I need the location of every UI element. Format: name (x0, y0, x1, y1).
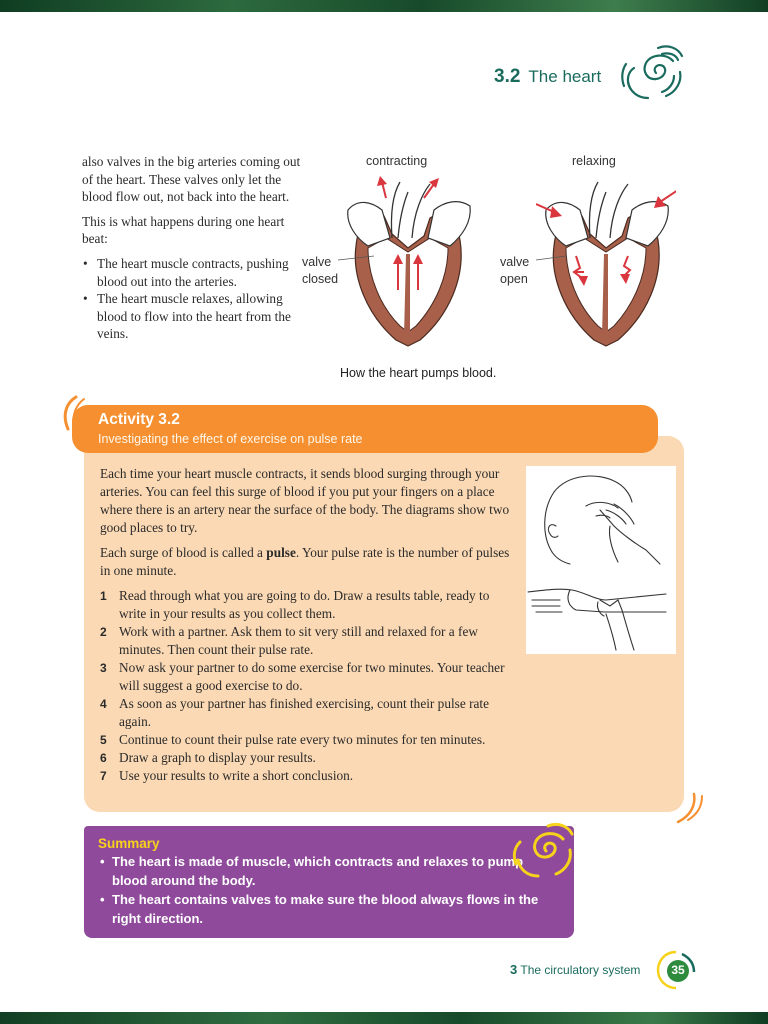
activity-paragraph (100, 544, 510, 580)
step-number: 5 (100, 733, 107, 747)
page-number-badge (656, 950, 696, 990)
footer-chapter (510, 962, 640, 977)
step-number: 4 (100, 697, 107, 711)
activity-text-run: . Your pulse rate is the number of pulses in one minute. (100, 545, 510, 578)
step-number: 7 (100, 769, 107, 783)
valve-closed-label: closed (302, 272, 339, 286)
intro-paragraph: This is what happens during one heart beat: (82, 213, 285, 247)
list-item (100, 587, 510, 623)
step-text: Draw a graph to display your results. (119, 750, 316, 765)
summary-box (84, 826, 574, 938)
valve-open-label: open (500, 272, 528, 286)
figure-caption: How the heart pumps blood. (340, 366, 497, 380)
list-item: • The heart is made of muscle, which contracts and relaxes to pump blood around the body. (98, 852, 560, 890)
list-item (100, 767, 510, 785)
page-number: 35 (671, 963, 685, 977)
step-text: Continue to count their pulse rate every two minutes for ten minutes. (119, 732, 486, 747)
list-item: • The heart muscle contracts, pushing blood out into the arteries. (82, 255, 304, 290)
orange-swirl-icon (676, 792, 706, 826)
step-number: 3 (100, 661, 107, 675)
list-item (100, 623, 510, 659)
heart-relaxing-diagram (536, 176, 676, 348)
summary-list (98, 852, 560, 928)
step-text: Now ask your partner to do some exercise for two minutes. Your teacher will suggest a good exercise to do. (119, 660, 505, 693)
list-item (100, 695, 510, 731)
activity-steps (100, 587, 510, 785)
yellow-swirl-icon (508, 820, 580, 882)
list-item: • The heart muscle relaxes, allowing blood to flow into the heart from the veins. (82, 290, 304, 343)
activity-title: Activity 3.2 (98, 411, 180, 428)
section-title: The heart (528, 67, 602, 86)
intro-bullet-list (82, 255, 304, 343)
step-text: Work with a partner. Ask them to sit very still and relaxed for a few minutes. Then count their pulse rate. (119, 624, 478, 657)
heart-pumping-figure (298, 150, 698, 385)
swirl-logo-icon (618, 42, 690, 104)
relaxing-label: relaxing (572, 154, 616, 168)
activity-paragraph: Each time your heart muscle contracts, it sends blood surging through your arteries. You can feel this surge of blood if you put your fingers on a place where there is an artery near the surface of the body. The diagrams show two good places to try. (100, 466, 510, 535)
step-number: 6 (100, 751, 107, 765)
step-text: Use your results to write a short conclusion. (119, 768, 354, 783)
pulse-term: pulse (266, 545, 296, 560)
activity-header (72, 405, 658, 453)
heart-contracting-diagram (338, 176, 478, 348)
activity-text-run: Each surge of blood is called a (100, 545, 267, 560)
pulse-points-illustration (526, 466, 676, 654)
intro-paragraph: also valves in the big arteries coming out of the heart. These valves only let the blood flow out, not back into the heart. (82, 154, 301, 205)
activity-text (100, 465, 510, 785)
summary-title: Summary (98, 836, 160, 851)
bottom-decorative-band (0, 1012, 768, 1024)
step-number: 1 (100, 589, 107, 603)
chapter-number: 3 (510, 962, 518, 977)
step-number: 2 (100, 625, 107, 639)
list-item: • The heart contains valves to make sure the blood always flows in the right direction. (98, 890, 560, 928)
intro-text (82, 153, 304, 343)
valve-label: valve (500, 255, 530, 269)
chapter-title: The circulatory system (520, 963, 641, 977)
top-decorative-band (0, 0, 768, 12)
page-header (494, 66, 601, 94)
contracting-label: contracting (366, 154, 428, 168)
activity-subtitle: Investigating the effect of exercise on pulse rate (98, 432, 363, 446)
valve-label: valve (302, 255, 332, 269)
step-text: Read through what you are going to do. Draw a results table, ready to write in your results as you collect them. (119, 588, 490, 621)
list-item (100, 731, 510, 749)
section-number: 3.2 (494, 66, 521, 87)
list-item (100, 659, 510, 695)
step-text: As soon as your partner has finished exercising, count their pulse rate again. (119, 696, 489, 729)
list-item (100, 749, 510, 767)
